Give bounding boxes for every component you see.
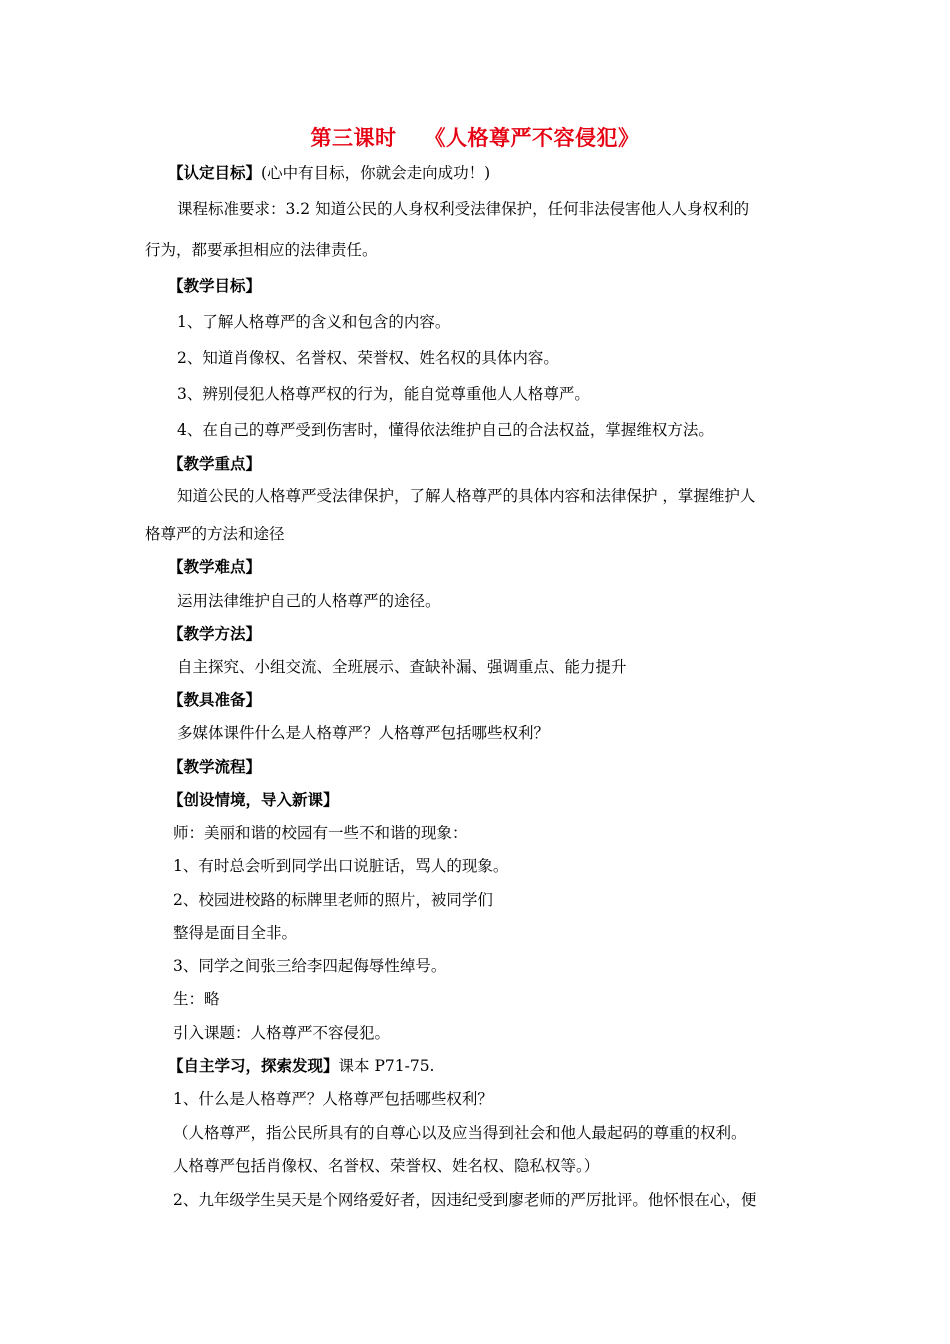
- key-points-line-2: 格尊严的方法和途径: [145, 525, 285, 543]
- scenario-line: 生：略: [173, 990, 220, 1008]
- title-topic: 《人格尊严不容侵犯》: [424, 126, 640, 150]
- standard-line-2: 行为，都要承担相应的法律责任。: [145, 241, 378, 259]
- scenario-line: 2、校园进校路的标牌里老师的照片，被同学们: [173, 891, 493, 909]
- scenario-line: 师：美丽和谐的校园有一些不和谐的现象：: [173, 824, 468, 842]
- title-lesson: 第三课时: [310, 126, 397, 150]
- teaching-goals-heading: 【教学目标】: [168, 277, 262, 295]
- teaching-goal-item: 2、知道肖像权、名誉权、荣誉权、姓名权的具体内容。: [177, 349, 559, 367]
- teaching-goal-item: 1、了解人格尊严的含义和包含的内容。: [177, 313, 451, 331]
- scenario-line: 整得是面目全非。: [173, 924, 298, 942]
- process-heading: 【教学流程】: [168, 758, 262, 776]
- scenario-line: 3、同学之间张三给李四起侮辱性绰号。: [173, 957, 447, 975]
- self-study-line: 2、九年级学生吴天是个网络爱好者，因违纪受到廖老师的严厉批评。他怀恨在心，便: [173, 1191, 757, 1209]
- tools-heading: 【教具准备】: [168, 691, 262, 709]
- goal-note: (心中有目标，你就会走向成功！): [261, 164, 491, 182]
- page-title: [0, 122, 950, 152]
- methods-heading: 【教学方法】: [168, 625, 262, 643]
- scenario-heading: 【创设情境，导入新课】: [168, 791, 339, 809]
- key-points-line-1: 知道公民的人格尊严受法律保护，了解人格尊严的具体内容和法律保护 ，掌握维护人: [177, 487, 756, 505]
- goal-section: [168, 163, 490, 183]
- self-study-line: （人格尊严，指公民所具有的自尊心以及应当得到社会和他人最起码的尊重的权利。: [173, 1124, 747, 1142]
- self-study-note: 课本 P71-75.: [338, 1057, 435, 1075]
- self-study-line: 人格尊严包括肖像权、名誉权、荣誉权、姓名权、隐私权等。）: [173, 1157, 600, 1175]
- methods-text: 自主探究、小组交流、全班展示、查缺补漏、强调重点、能力提升: [177, 658, 627, 676]
- key-points-heading: 【教学重点】: [168, 455, 262, 473]
- teaching-goal-item: 4、在自己的尊严受到伤害时，懂得依法维护自己的合法权益，掌握维权方法。: [177, 421, 714, 439]
- self-study-heading: 【自主学习，探索发现】: [168, 1057, 339, 1075]
- tools-text: 多媒体课件什么是人格尊严？人格尊严包括哪些权利？: [177, 724, 550, 742]
- goal-heading: 【认定目标】: [168, 164, 262, 182]
- standard-line-1: 课程标准要求：3.2 知道公民的人身权利受法律保护，任何非法侵害他人人身权利的: [177, 200, 750, 218]
- difficulty-text: 运用法律维护自己的人格尊严的途径。: [177, 592, 441, 610]
- difficulty-heading: 【教学难点】: [168, 558, 262, 576]
- self-study-line: 1、什么是人格尊严？人格尊严包括哪些权利？: [173, 1090, 493, 1108]
- scenario-line: 引入课题：人格尊严不容侵犯。: [173, 1024, 391, 1042]
- teaching-goal-item: 3、辨别侵犯人格尊严权的行为，能自觉尊重他人人格尊严。: [177, 385, 590, 403]
- scenario-line: 1、有时总会听到同学出口说脏话，骂人的现象。: [173, 857, 509, 875]
- self-study-section: [168, 1056, 434, 1076]
